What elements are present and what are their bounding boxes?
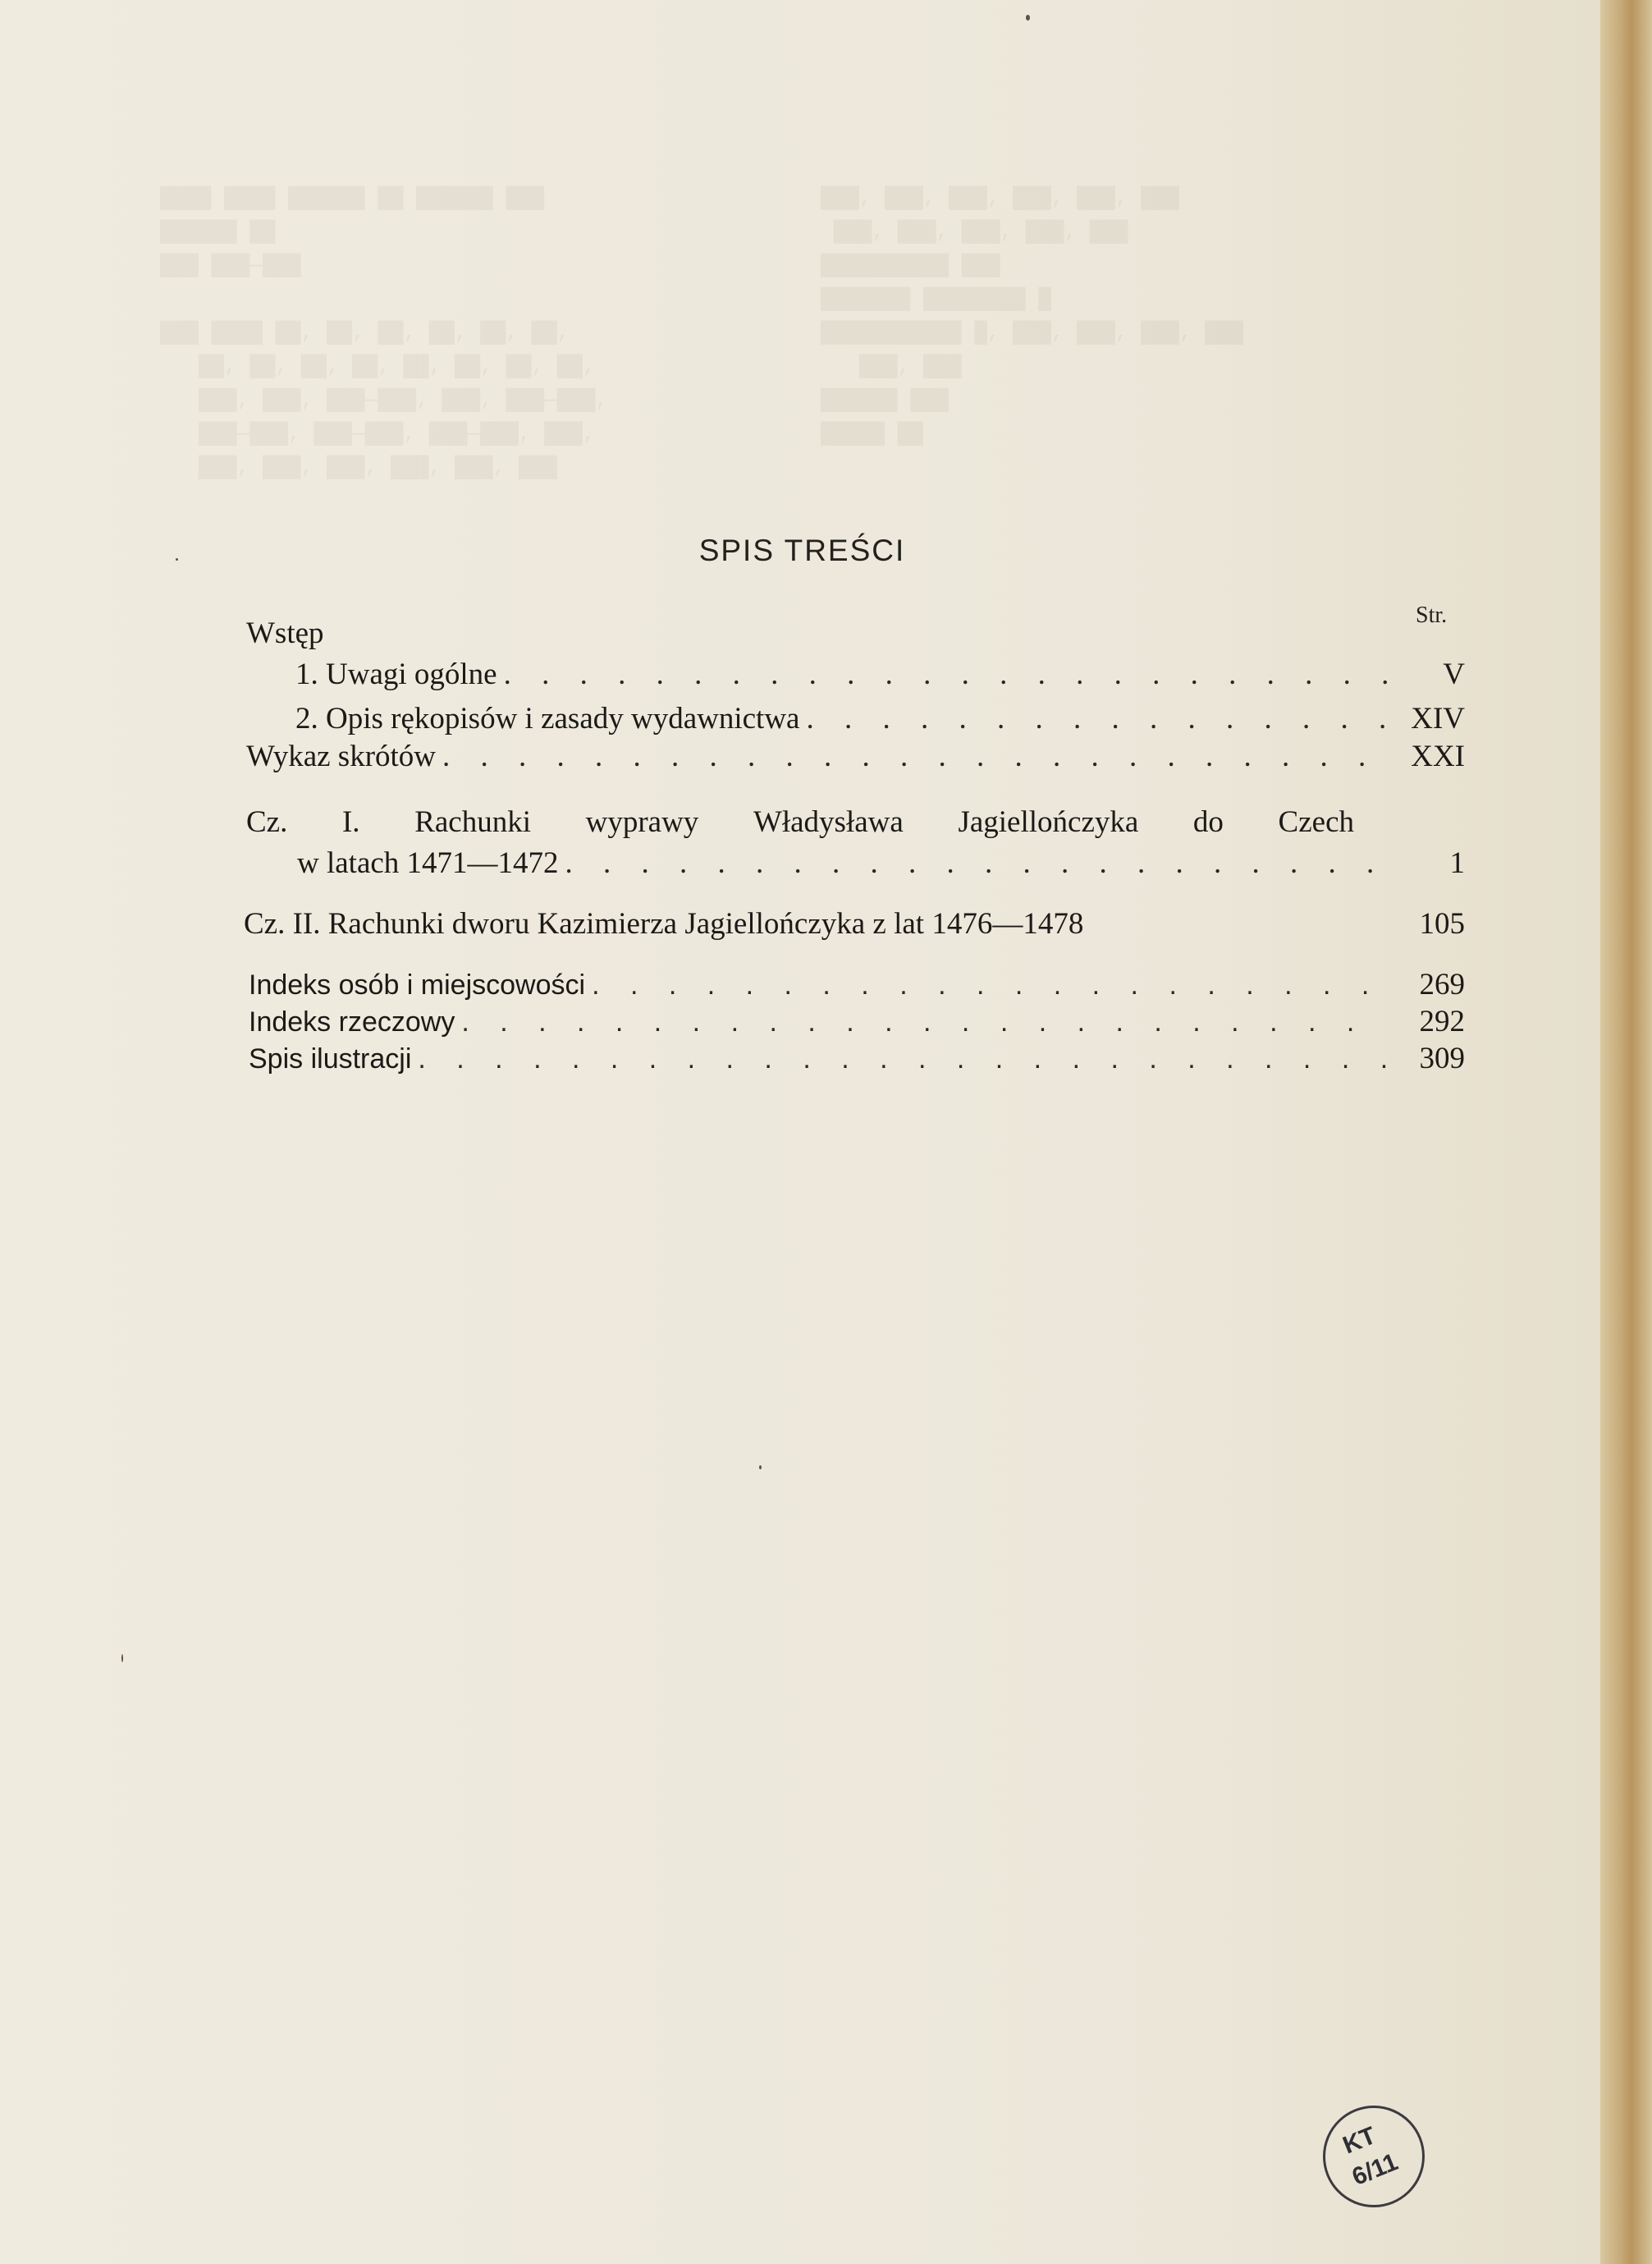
- toc-entry-page: XIV: [1411, 702, 1465, 736]
- toc-entry-label: Indeks osób i miejscowości: [249, 969, 586, 1001]
- toc-entry-part1-line1[interactable]: [246, 804, 1354, 840]
- toc-entry-page: XXI: [1411, 740, 1465, 773]
- part1-word: Władysława: [753, 805, 904, 839]
- paper-speck: [759, 1465, 762, 1469]
- toc-entry-page: 309: [1419, 1042, 1465, 1075]
- dot-leader: [411, 1041, 1387, 1077]
- show-through-text-left: ████ ████ ██████ ██ ██████ ███ ██████ ██ ███ ███—███ ███ ████ ██, ██, ██, ██, ██, ██, ██, ██, ██, ██, ██, ██, ██, ██, ███, ███, ███—███, ███, ███—███, ███—███, ███—███, ███—███, ███, ███, ███, ███, ███, ███, ███: [160, 186, 609, 479]
- stamp-text-line1: KT: [1339, 2121, 1380, 2160]
- toc-entry-general-remarks[interactable]: [295, 657, 1465, 693]
- toc-entry-label: 1. Uwagi ogólne: [295, 658, 497, 691]
- paper-speck: [176, 558, 178, 561]
- toc-intro-heading: Wstęp: [246, 616, 324, 650]
- part1-word: wyprawy: [585, 805, 699, 839]
- part1-word: Jagiellończyka: [958, 805, 1139, 839]
- toc-entry-label: Spis ilustracji: [249, 1043, 412, 1075]
- toc-entry-index-persons-places[interactable]: [249, 967, 1465, 1003]
- show-through-text-right: ███, ███, ███, ███, ███, ███ ███, ███, ███, ███, ███ ██████████ ███ ███████ ████████ █ ███████████ █, ███, ███, ███, ███ ███, ███ ██████ ███ █████ ██: [821, 186, 1243, 446]
- toc-entry-page: 105: [1419, 907, 1465, 941]
- toc-entry-part2[interactable]: [244, 906, 1465, 942]
- toc-entry-label: Indeks rzeczowy: [249, 1006, 455, 1038]
- dot-leader: [585, 967, 1387, 1003]
- page-title: SPIS TREŚCI: [698, 534, 906, 567]
- toc-entry-index-subjects[interactable]: [249, 1004, 1465, 1040]
- toc-entry-page: 269: [1419, 968, 1465, 1001]
- worn-page-edge: [1600, 0, 1652, 2264]
- stamp-text-line2: 6/11: [1348, 2148, 1402, 2192]
- part1-word: do: [1192, 805, 1224, 839]
- toc-entry-label: Cz. II. Rachunki dworu Kazimierza Jagiellończyka z lat 1476—1478: [244, 907, 1084, 941]
- toc-entry-label: 2. Opis rękopisów i zasady wydawnictwa: [295, 702, 800, 736]
- toc-entry-manuscripts[interactable]: [295, 701, 1465, 737]
- toc-entry-label: Wykaz skrótów: [246, 740, 437, 773]
- toc-entry-page: 1: [1449, 846, 1465, 880]
- toc-entry-label: w latach 1471—1472: [297, 846, 559, 880]
- dot-leader: [497, 657, 1387, 693]
- toc-entry-part1-line2[interactable]: [297, 846, 1465, 882]
- toc-entry-abbreviations[interactable]: [246, 739, 1465, 775]
- toc-entry-page: V: [1443, 658, 1465, 691]
- toc-entry-page: 292: [1419, 1005, 1465, 1038]
- part1-word: Czech: [1278, 805, 1354, 839]
- paper-speck: [121, 1654, 123, 1662]
- toc-entry-illustrations[interactable]: [249, 1041, 1465, 1077]
- dot-leader: [436, 739, 1387, 775]
- part1-word: I.: [341, 805, 360, 839]
- paper-speck: [1026, 15, 1030, 21]
- page-column-label: Str.: [1416, 603, 1448, 628]
- dot-leader: [455, 1004, 1387, 1040]
- dot-leader: [799, 701, 1387, 737]
- part1-word: Rachunki: [414, 805, 531, 839]
- part1-word: Cz.: [246, 805, 288, 839]
- dot-leader: [559, 846, 1387, 882]
